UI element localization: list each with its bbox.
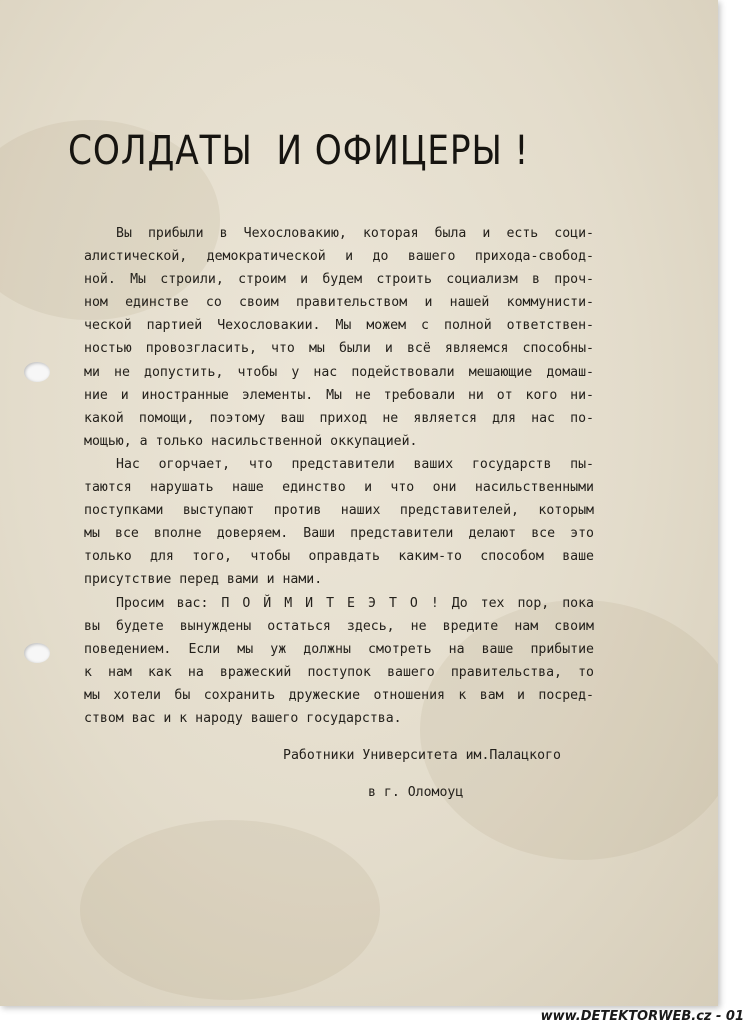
text-line: вы будете вынуждены остаться здесь, не вредите нам своим (84, 618, 594, 634)
text-line: ние и иностранные элементы. Мы не требовали ни от кого ни- (84, 387, 594, 403)
text-line: ми не допустить, чтобы у нас подействовали мешающие домаш- (84, 364, 594, 380)
text-line: только для того, чтобы оправдать каким-то способом ваше (84, 549, 594, 565)
paragraph-1 (84, 222, 594, 453)
text-line: поведением. Если мы уж должны смотреть на ваше прибытие (84, 641, 594, 657)
signature-line: Работники Университета им.Палацкого (283, 748, 561, 763)
text-line: мы все вполне доверяем. Ваши представители делают все это (84, 526, 594, 542)
text-line: таются нарушать наше единство и что они насильственными (84, 480, 594, 496)
punch-hole (24, 362, 50, 382)
text-line: ностью провозгласить, что мы были и всё являемся способны- (84, 341, 594, 357)
text-line: ном единстве со своим правительством и нашей коммунисти- (84, 295, 594, 311)
text-line: Вы прибыли в Чехословакию, которая была и есть соци- (116, 226, 594, 241)
city-line: в г. Оломоуц (368, 785, 464, 800)
text-line: ной. Мы строили, строим и будем строить социализм в проч- (84, 272, 594, 288)
text-line: ством вас и к народу вашего государства. (84, 710, 402, 726)
text-line: поступками выступают против наших представителей, которым (84, 503, 594, 519)
text-line: алистической, демократической и до вашего прихода-свобод- (84, 249, 594, 265)
site-watermark: www.DETEKTORWEB.cz - 01 (540, 1009, 744, 1024)
paragraph-3 (84, 592, 594, 731)
text-line: мы хотели бы сохранить дружеские отношения к вам и посред- (84, 687, 594, 703)
text-line: ческой партией Чехословакии. Мы можем с полной ответствен- (84, 318, 594, 334)
punch-hole (24, 643, 50, 663)
text-line: присутствие перед вами и нами. (84, 572, 323, 588)
document-body (84, 222, 594, 730)
text-line: к нам как на вражеский поступок вашего правительства, то (84, 664, 594, 680)
paper-stain (80, 820, 380, 1000)
text-line: Просим вас: П О Й М И Т Е Э Т О ! До тех пор, пока (116, 595, 594, 611)
text-line: Нас огорчает, что представители ваших государств пы- (116, 456, 594, 472)
paragraph-2 (84, 453, 594, 592)
document-title: СОЛДАТЫ И ОФИЦЕРЫ ! (68, 128, 530, 174)
text-line: мощью, а только насильственной оккупацией. (84, 433, 418, 449)
text-line: какой помощи, поэтому ваш приход не является для нас по- (84, 410, 594, 426)
